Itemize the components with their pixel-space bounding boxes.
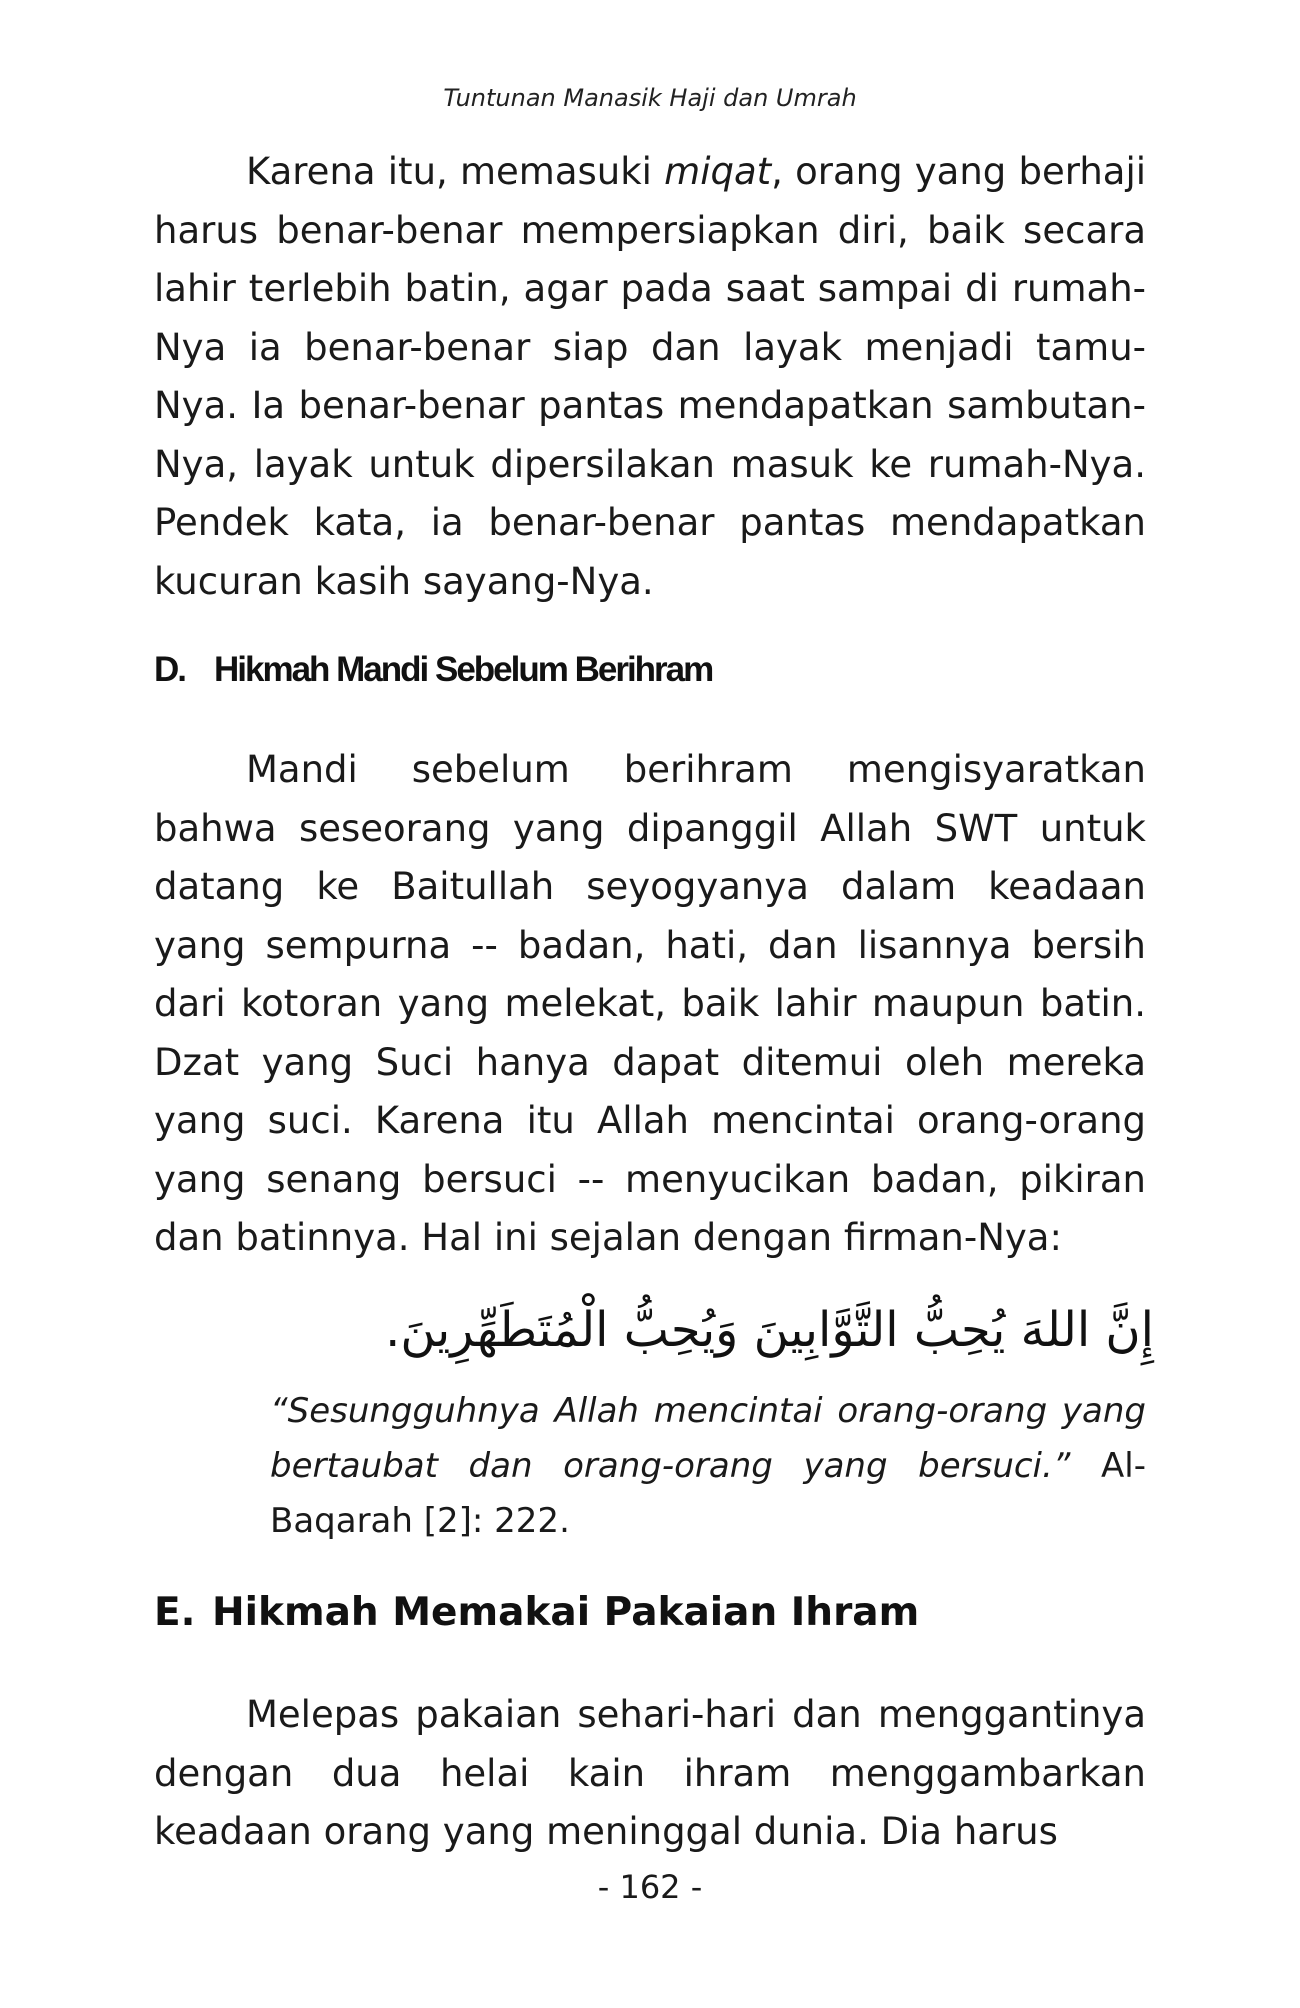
section-title-e: Hikmah Memakai Pakaian Ihram	[212, 1590, 920, 1635]
section-letter-d: D.	[154, 650, 185, 689]
paragraph-section-e	[154, 1686, 1146, 1862]
verse-reference: Al-Baqarah [2]: 222.	[270, 1446, 1147, 1541]
arabic-verse: إِنَّ اللهَ يُحِبُّ التَّوَّابِينَ وَيُحِبُّ الْمُتَطَهِّرِينَ.	[385, 1302, 1154, 1358]
paragraph-intro	[154, 143, 1146, 611]
running-head: Tuntunan Manasik Haji dan Umrah	[443, 84, 857, 112]
verse-translation	[270, 1384, 1146, 1549]
section-letter-e: E.	[154, 1590, 196, 1635]
page-number: - 162 -	[597, 1868, 703, 1906]
section-heading-e	[154, 1590, 919, 1635]
paragraph-intro-text-rest: , orang yang berhaji harus benar-benar mempersiapkan diri, baik secara lahir terlebih batin, agar pada saat sampai di rumah-Nya ia benar-benar siap dan layak menjadi tamu-Nya. Ia benar-benar pantas mendapatkan sambutan-Nya, layak untuk dipersilakan masuk ke rumah-Nya. Pendek kata, ia benar-benar pantas mendapatkan kucuran kasih sayang-Nya.	[154, 150, 1146, 603]
section-title-d: Hikmah Mandi Sebelum Berihram	[214, 650, 713, 689]
paragraph-section-d	[154, 741, 1146, 1268]
term-miqat: miqat	[664, 150, 772, 193]
paragraph-intro-text-start: Karena itu, memasuki	[246, 150, 665, 193]
paragraph-section-e-text: Melepas pakaian sehari-hari dan menggantinya dengan dua helai kain ihram menggambarkan keadaan orang yang meninggal dunia. Dia harus	[154, 1693, 1146, 1853]
paragraph-section-d-text: Mandi sebelum berihram mengisyaratkan bahwa seseorang yang dipanggil Allah SWT untuk datang ke Baitullah seyogyanya dalam keadaan yang sempurna -- badan, hati, dan lisannya bersih dari kotoran yang melekat, baik lahir maupun batin. Dzat yang Suci hanya dapat ditemui oleh mereka yang suci. Karena itu Allah mencintai orang-orang yang senang bersuci -- menyucikan badan, pikiran dan batinnya. Hal ini sejalan dengan firman-Nya:	[154, 748, 1146, 1259]
section-heading-d	[154, 650, 712, 690]
translation-text: “Sesungguhnya Allah mencintai orang-orang yang bertaubat dan orang-orang yang bersuci.”	[270, 1391, 1146, 1486]
